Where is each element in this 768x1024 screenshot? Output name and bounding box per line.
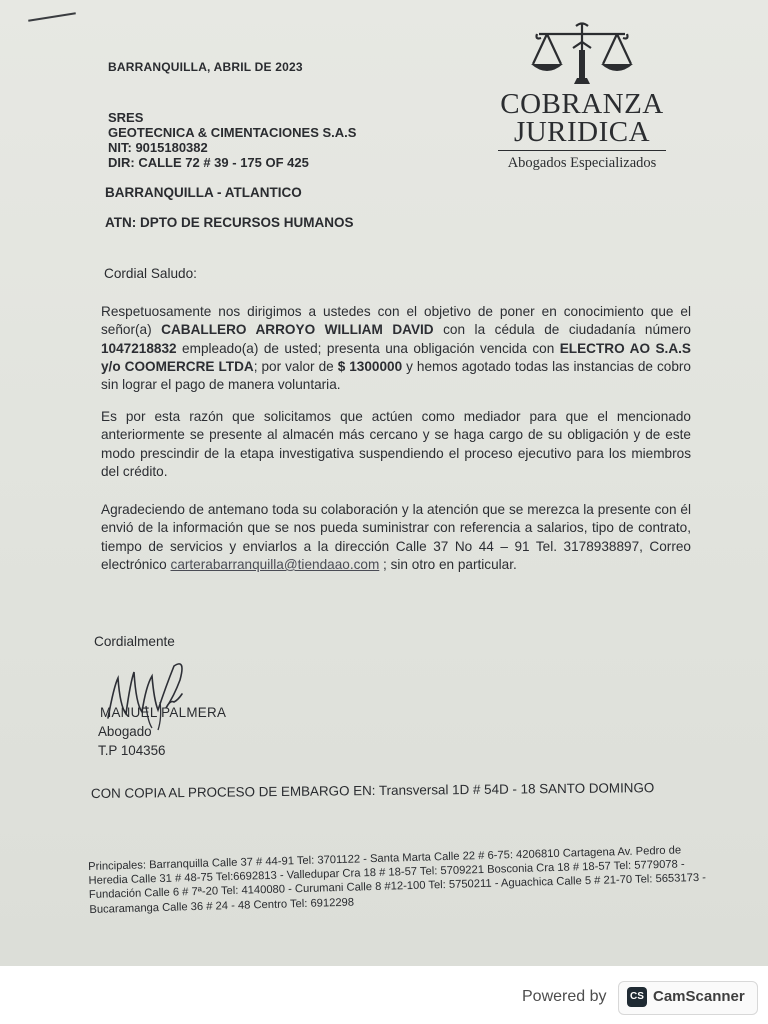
debtor-id: 1047218832 bbox=[101, 340, 177, 356]
pen-mark bbox=[28, 12, 76, 21]
paragraph-3 bbox=[101, 501, 691, 574]
debtor-name: CABALLERO ARROYO WILLIAM DAVID bbox=[161, 322, 434, 338]
debt-amount: $ 1300000 bbox=[337, 358, 403, 374]
camscanner-icon: CS bbox=[627, 987, 647, 1007]
paragraph-1 bbox=[101, 303, 691, 394]
p1-text-4: ; por valor de bbox=[253, 358, 338, 374]
scales-of-justice-icon bbox=[527, 20, 637, 90]
p3-text-2: ; sin otro en particular. bbox=[379, 556, 517, 572]
attention-line: ATN: DPTO DE RECURSOS HUMANOS bbox=[105, 215, 354, 230]
logo-name-line-2: JURIDICA bbox=[513, 116, 651, 148]
logo-name-line-1: COBRANZA bbox=[500, 88, 664, 120]
p3-text-1: Agradeciendo de antemano toda su colaboración y la atención que se merezca la presente con él envió de la información que se nos pueda suministrar con referencia a salarios, tipo de contrato, tiempo de servicios y enviarlos a la dirección Calle 37 No 44 – 91 Tel. 3178938897, Correo electrónico bbox=[101, 502, 691, 572]
recipient-line-2: GEOTECNICA & CIMENTACIONES S.A.S bbox=[108, 125, 357, 140]
logo-rule bbox=[498, 150, 666, 151]
p1-text-1: Respetuosamente nos dirigimos a ustedes con el objetivo de poner en conocimiento que el señor(a) bbox=[101, 304, 691, 338]
creditor-name: ELECTRO AO S.A.S y/o COOMERCRE LTDA bbox=[101, 340, 691, 374]
signer-license: T.P 104356 bbox=[98, 743, 166, 758]
paragraph-2: Es por esta razón que solicitamos que actúen como mediador para que el mencionado anteriormente se presente al almacén más cercano y se haga cargo de su obligación y de este modo prescindir de la etapa investigativa suspendiendo el proceso ejecutivo para los miembros del crédito. bbox=[101, 409, 691, 479]
p1-text-5: y hemos agotado todas las instancias de cobro sin lograr el pago de manera voluntaria. bbox=[101, 358, 691, 393]
recipient-line-3: NIT: 9015180382 bbox=[108, 140, 208, 155]
offices-footer: Principales: Barranquilla Calle 37 # 44-91 Tel: 3701122 - Santa Marta Calle 22 # 6-75: 4206810 Cartagena Av. Pedro de Heredia Calle 31 # 48-75 Tel:6692813 - Valledupar Cra 18 # 18-57 Tel: 5709221 Bosconia Cra 18 # 18-57 Tel: 5779078 - Fundación Calle 6 # 7ª-20 Tel: 4140080 - Curumani Calle 8 #12-100 Tel: 5750211 - Aguachica Calle 5 # 21-70 Tel: 5653173 - Bucaramanga Calle 36 # 24 - 48 Centro Tel: 6912298 bbox=[88, 844, 707, 916]
recipient-line-4: DIR: CALLE 72 # 39 - 175 OF 425 bbox=[108, 155, 309, 170]
signer-role: Abogado bbox=[98, 724, 152, 739]
recipient-city: BARRANQUILLA - ATLANTICO bbox=[105, 185, 302, 200]
camscanner-name: CamScanner bbox=[653, 988, 745, 1005]
closing: Cordialmente bbox=[94, 634, 175, 649]
signer-name: MANUEL PALMERA bbox=[100, 705, 227, 720]
firm-logo bbox=[492, 20, 672, 172]
camscanner-badge[interactable] bbox=[618, 981, 758, 1015]
logo-tagline: Abogados Especializados bbox=[507, 155, 657, 171]
p1-text-3: empleado(a) de usted; presenta una obligación vencida con bbox=[176, 340, 560, 356]
recipient-block bbox=[108, 110, 356, 170]
email-link[interactable]: carterabarranquilla@tiendaao.com bbox=[170, 556, 380, 572]
powered-by-label: Powered by bbox=[522, 988, 607, 1005]
letter-date: BARRANQUILLA, ABRIL DE 2023 bbox=[108, 60, 303, 74]
recipient-line-1: SRES bbox=[108, 110, 144, 125]
p1-text-2: con la cédula de ciudadanía número bbox=[433, 322, 691, 338]
copy-notice: CON COPIA AL PROCESO DE EMBARGO EN: Transversal 1D # 54D - 18 SANTO DOMINGO bbox=[90, 780, 655, 801]
greeting: Cordial Saludo: bbox=[104, 266, 197, 281]
